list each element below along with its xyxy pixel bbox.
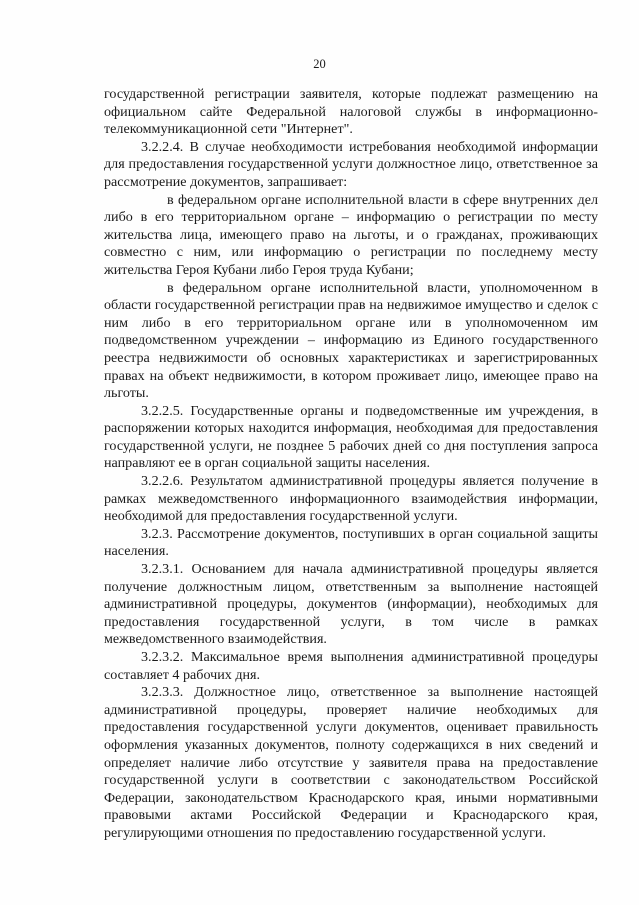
paragraph-3-2-2-6: 3.2.2.6. Результатом административной процедуры является получение в рамках межведомственного информационного взаимодействия информации, необходимой для предоставления государственной услуги. xyxy=(104,473,598,525)
paragraph-3-2-3-2: 3.2.3.2. Максимальное время выполнения административной процедуры составляет 4 рабочих дня. xyxy=(104,649,598,683)
document-body xyxy=(104,86,598,843)
paragraph-3-2-3-3: 3.2.3.3. Должностное лицо, ответственное за выполнение настоящей административной процедуры, проверяет наличие необходимых для предоставления государственной услуги документов, оценивает правильность оформления указанных документов, полноту содержащихся в них сведений и определяет наличие либо отсутствие у заявителя права на предоставление государственной услуги в соответствии с законодательством Российской Федерации, законодательством Краснодарского края, иными нормативными правовыми актами Российской Федерации и Краснодарского края, регулирующими отношения по предоставлению государственной услуги. xyxy=(104,684,598,841)
paragraph-continuation: государственной регистрации заявителя, которые подлежат размещению на официальном сайте Федеральной налоговой службы в информационно-телекоммуникационной сети "Интернет". xyxy=(104,86,598,138)
paragraph-request-internal-affairs: в федеральном органе исполнительной власти в сфере внутренних дел либо в его территориальном органе – информацию о регистрации по месту жительства лица, имеющего право на льготы, и о гражданах, проживающих совместно с ним, или информацию о регистрации по последнему месту жительства Героя Кубани либо Героя труда Кубани; xyxy=(104,191,598,278)
paragraph-3-2-3: 3.2.3. Рассмотрение документов, поступивших в орган социальной защиты населения. xyxy=(104,525,598,560)
page-number: 20 xyxy=(313,57,326,71)
paragraph-3-2-2-5: 3.2.2.5. Государственные органы и подведомственные им учреждения, в распоряжении которых находится информация, необходимая для предоставления государственной услуги, не позднее 5 рабочих дней со дня поступления запроса направляют ее в орган социальной защиты населения. xyxy=(104,402,598,472)
paragraph-3-2-3-1: 3.2.3.1. Основанием для начала административной процедуры является получение должностным лицом, ответственным за выполнение настоящей административной процедуры, документов (информации), необходимых для предоставления государственной услуги, в том числе в рамках межведомственного взаимодействия. xyxy=(104,561,598,648)
paragraph-request-property-registry: в федеральном органе исполнительной власти, уполномоченном в области государственной регистрации прав на недвижимое имущество и сделок с ним либо в его территориальном органе или в уполномоченном им подведомственном учреждении – информацию из Единого государственного реестра недвижимости об основных характеристиках и зарегистрированных правах на объект недвижимости, в котором проживает лицо, имеющее право на льготы. xyxy=(104,279,598,402)
paragraph-3-2-2-4: 3.2.2.4. В случае необходимости истребования необходимой информации для предоставления государственной услуги должностное лицо, ответственное за рассмотрение документов, запрашивает: xyxy=(104,138,598,190)
